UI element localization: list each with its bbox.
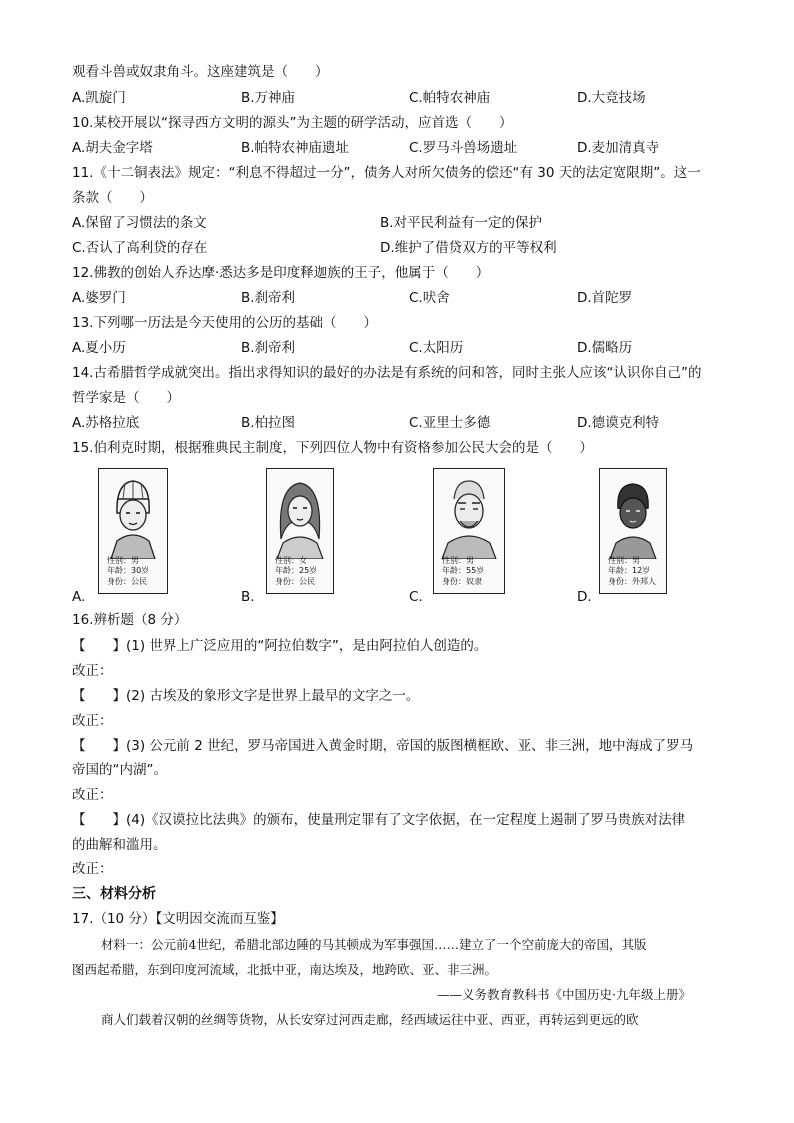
q15-card-c[interactable] bbox=[433, 468, 505, 594]
question-14-stem-cont: 哲学家是（ ） bbox=[72, 390, 180, 406]
card-b-age: 年龄：25岁 bbox=[275, 566, 318, 575]
q16-item-2: 【 】(2) 古埃及的象形文字是世界上最早的文字之一。 bbox=[72, 688, 420, 704]
card-a-gender: 性别：男 bbox=[107, 555, 139, 565]
q14-option-b[interactable]: B.柏拉图 bbox=[241, 415, 296, 431]
card-a-info bbox=[107, 556, 149, 588]
q9-option-d[interactable]: D.大竞技场 bbox=[577, 90, 646, 106]
q9-option-a[interactable]: A.凯旋门 bbox=[72, 90, 126, 106]
card-c-status: 身份：奴隶 bbox=[442, 576, 482, 586]
material-1-line-1: 材料一：公元前4世纪，希腊北部边陲的马其顿成为军事强国……建立了一个空前庞大的帝国，其版 bbox=[101, 937, 647, 952]
q14-option-c[interactable]: C.亚里士多德 bbox=[409, 415, 491, 431]
card-d-age: 年龄：12岁 bbox=[608, 566, 651, 575]
material-1-line-2: 图西起希腊，东到印度河流域，北抵中亚，南达埃及，地跨欧、亚、非三洲。 bbox=[72, 962, 498, 977]
question-15-stem: 15.伯利克时期，根据雅典民主制度，下列四位人物中有资格参加公民大会的是（ ） bbox=[72, 440, 593, 456]
question-10-stem: 10.某校开展以“探寻西方文明的源头”为主题的研学活动，应首选（ ） bbox=[72, 115, 513, 131]
q13-option-c[interactable]: C.太阳历 bbox=[409, 340, 464, 356]
child-portrait-icon bbox=[600, 469, 666, 559]
card-d-info bbox=[608, 556, 656, 588]
card-c-age: 年龄：55岁 bbox=[442, 566, 485, 575]
q10-option-c[interactable]: C.罗马斗兽场遗址 bbox=[409, 140, 518, 156]
q9-option-c[interactable]: C.帕特农神庙 bbox=[409, 90, 491, 106]
q11-option-c[interactable]: C.否认了高利贷的存在 bbox=[72, 240, 208, 256]
q14-option-d[interactable]: D.德谟克利特 bbox=[577, 415, 660, 431]
q15-option-d-label[interactable]: D. bbox=[577, 589, 592, 605]
q16-item-4: 【 】(4)《汉谟拉比法典》的颁布，使量刑定罪有了文字依据，在一定程度上遏制了罗马贵族对法律 bbox=[72, 812, 686, 828]
question-17-stem: 17.（10 分）【文明因交流而互鉴】 bbox=[72, 911, 284, 927]
question-11-stem-cont: 条款（ ） bbox=[72, 190, 153, 206]
q12-option-d[interactable]: D.首陀罗 bbox=[577, 290, 633, 306]
card-b-status: 身份：公民 bbox=[275, 576, 315, 586]
card-b-gender: 性别：女 bbox=[275, 555, 307, 565]
q15-card-d[interactable] bbox=[599, 468, 667, 594]
q11-option-a[interactable]: A.保留了习惯法的条文 bbox=[72, 215, 207, 231]
card-d-gender: 性别：男 bbox=[608, 555, 640, 565]
question-16-stem: 16.辨析题（8 分） bbox=[72, 612, 188, 628]
card-a-age: 年龄：30岁 bbox=[107, 566, 150, 575]
woman-portrait-icon bbox=[267, 469, 333, 559]
question-12-stem: 12.佛教的创始人乔达摩·悉达多是印度释迦族的王子，他属于（ ） bbox=[72, 265, 490, 281]
q16-item-1: 【 】(1) 世界上广泛应用的“阿拉伯数字”，是由阿拉伯人创造的。 bbox=[72, 638, 488, 654]
question-9-stem: 观看斗兽或奴隶角斗。这座建筑是（ ） bbox=[72, 64, 329, 80]
q9-option-b[interactable]: B.万神庙 bbox=[241, 90, 296, 106]
q16-item-3: 【 】(3) 公元前 2 世纪，罗马帝国进入黄金时期，帝国的版图横框欧、亚、非三洲，地中海成了罗马 bbox=[72, 738, 694, 754]
q16-item-3-cont: 帝国的“内湖”。 bbox=[72, 762, 167, 778]
q10-option-a[interactable]: A.胡夫金字塔 bbox=[72, 140, 153, 156]
card-b-info bbox=[275, 556, 317, 588]
card-c-info bbox=[442, 556, 484, 588]
card-c-gender: 性别：男 bbox=[442, 555, 474, 565]
card-d-status: 身份：外邦人 bbox=[608, 576, 656, 586]
q16-item-2-fix[interactable]: 改正： bbox=[72, 713, 113, 729]
helmet-portrait-icon bbox=[99, 469, 167, 559]
q13-option-b[interactable]: B.刹帝利 bbox=[241, 340, 296, 356]
q11-option-b[interactable]: B.对平民利益有一定的保护 bbox=[380, 215, 543, 231]
q11-option-d[interactable]: D.维护了借贷双方的平等权利 bbox=[380, 240, 557, 256]
q10-option-d[interactable]: D.麦加清真寺 bbox=[577, 140, 660, 156]
q12-option-b[interactable]: B.刹帝利 bbox=[241, 290, 296, 306]
q16-item-4-fix[interactable]: 改正： bbox=[72, 861, 113, 877]
elder-portrait-icon bbox=[434, 469, 504, 559]
q16-item-1-fix[interactable]: 改正： bbox=[72, 663, 113, 679]
q15-option-b-label[interactable]: B. bbox=[241, 589, 255, 605]
material-1-source: ——义务教育教科书《中国历史·九年级上册》 bbox=[437, 987, 691, 1002]
q15-card-a[interactable] bbox=[98, 468, 168, 594]
q16-item-4-cont: 的曲解和滥用。 bbox=[72, 837, 167, 853]
card-a-status: 身份：公民 bbox=[107, 576, 147, 586]
question-13-stem: 13.下列哪一历法是今天使用的公历的基础（ ） bbox=[72, 315, 377, 331]
q15-option-a-label[interactable]: A. bbox=[72, 589, 86, 605]
q13-option-a[interactable]: A.夏小历 bbox=[72, 340, 126, 356]
q16-item-3-fix[interactable]: 改正： bbox=[72, 787, 113, 803]
question-11-stem: 11.《十二铜表法》规定：“利息不得超过一分”，债务人对所欠债务的偿还“有 30 天的法定宽限期”。这一 bbox=[72, 165, 701, 181]
section-heading: 三、材料分析 bbox=[72, 886, 156, 902]
material-2-line-1: 商人们载着汉朝的丝绸等货物，从长安穿过河西走廊，经西域运往中亚、西亚，再转运到更远的欧 bbox=[101, 1012, 639, 1027]
q15-option-c-label[interactable]: C. bbox=[409, 589, 423, 605]
q12-option-c[interactable]: C.吠舍 bbox=[409, 290, 450, 306]
q12-option-a[interactable]: A.婆罗门 bbox=[72, 290, 126, 306]
q14-option-a[interactable]: A.苏格拉底 bbox=[72, 415, 140, 431]
q15-card-b[interactable] bbox=[266, 468, 334, 594]
q13-option-d[interactable]: D.儒略历 bbox=[577, 340, 633, 356]
q10-option-b[interactable]: B.帕特农神庙遗址 bbox=[241, 140, 350, 156]
question-14-stem: 14.古希腊哲学成就突出。指出求得知识的最好的办法是有系统的问和答，同时主张人应该“认识你自己”的 bbox=[72, 365, 702, 381]
